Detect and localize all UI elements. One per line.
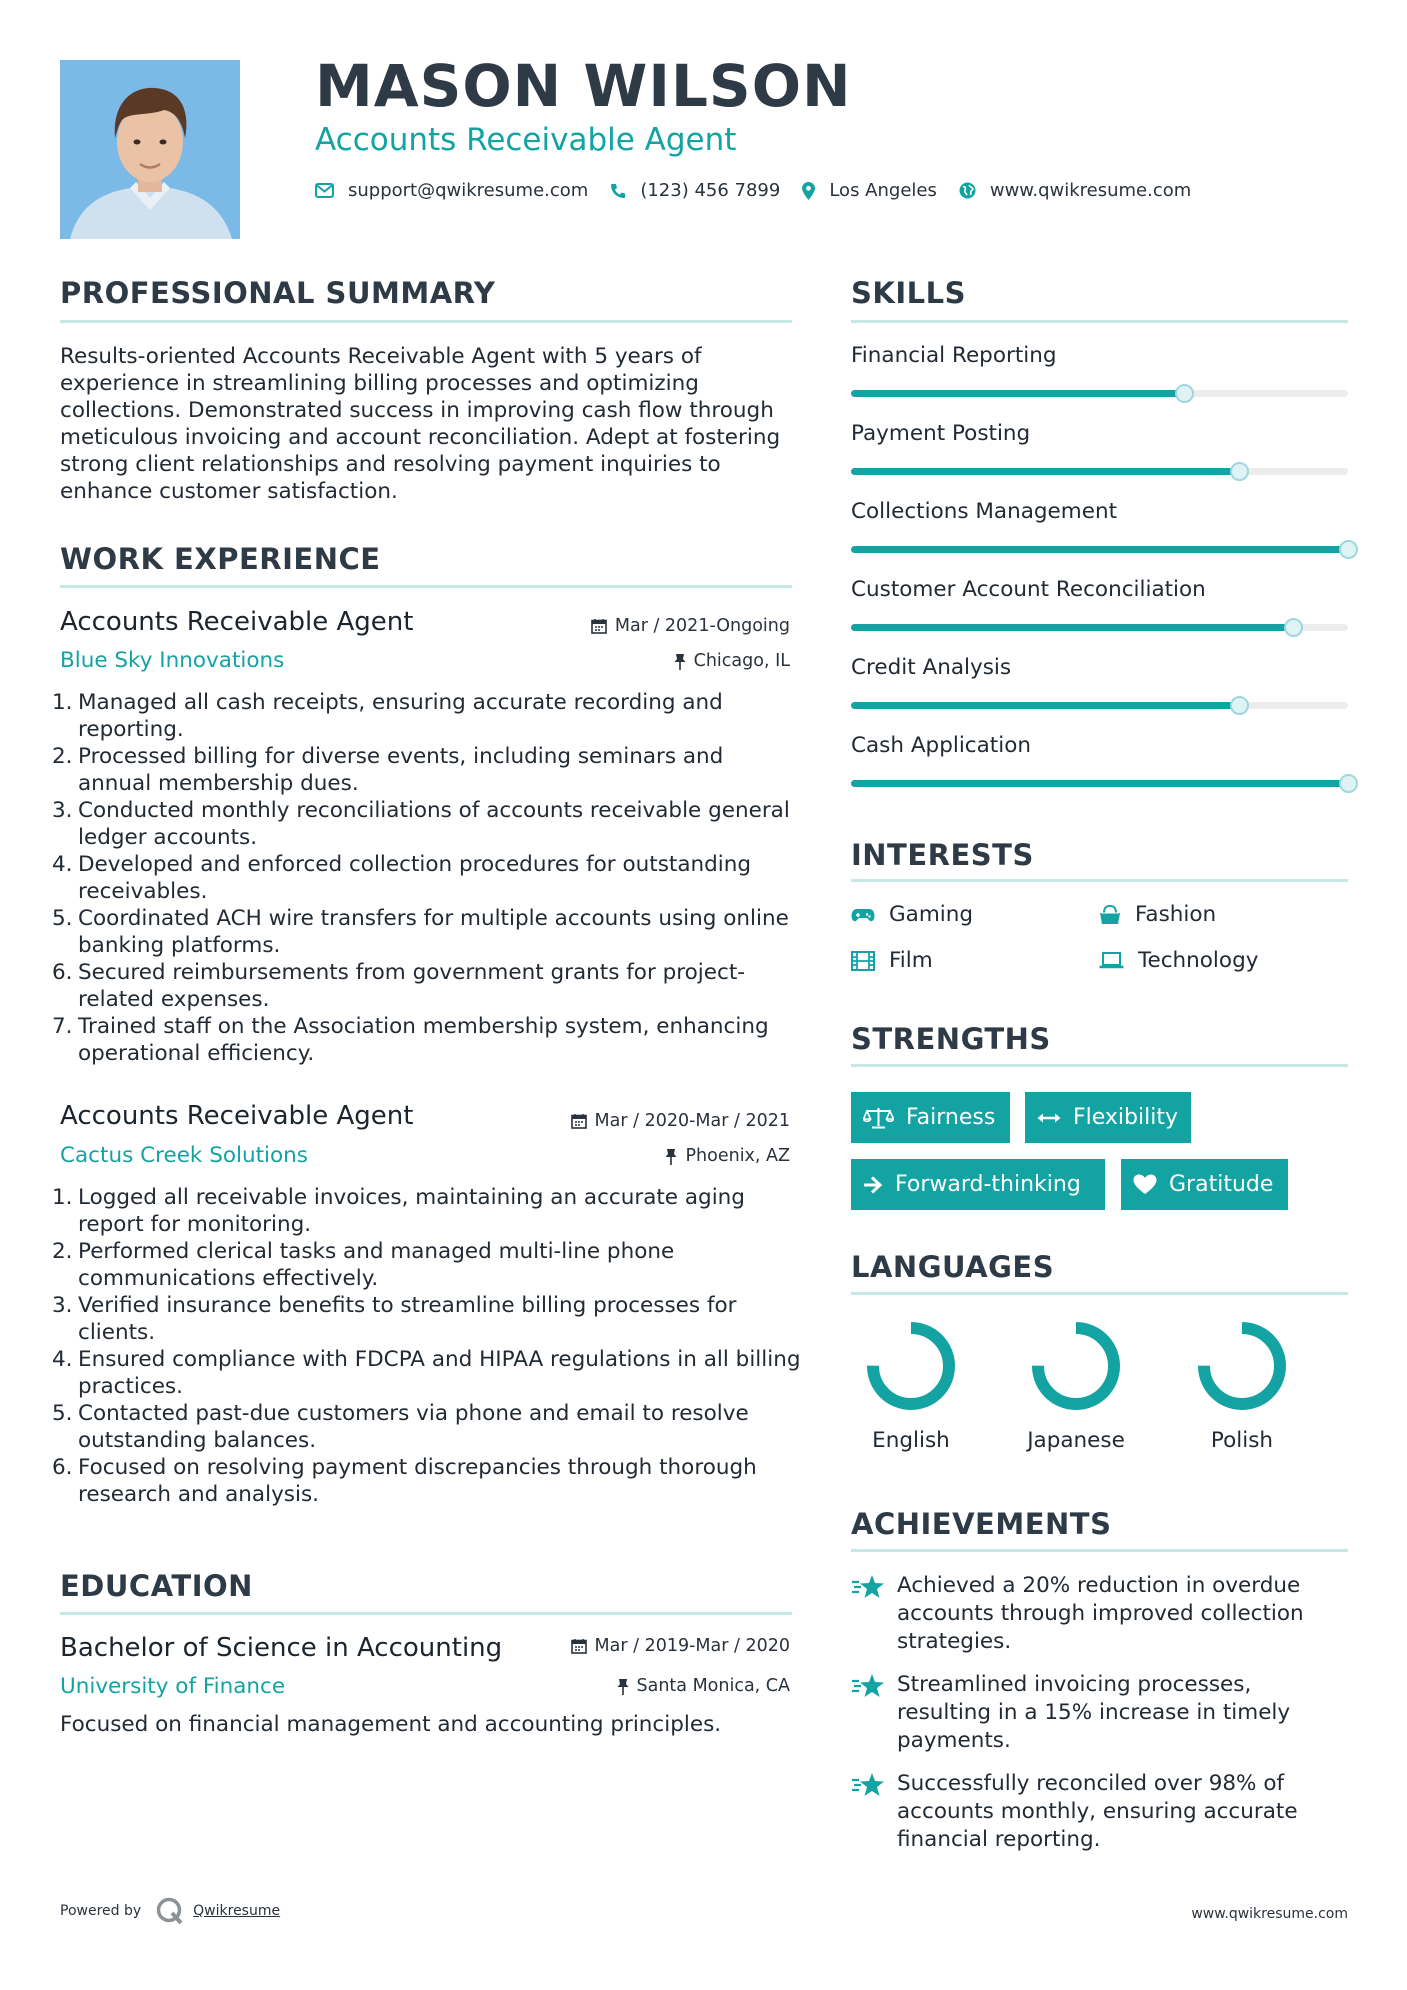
brand-link[interactable]: Qwikresume xyxy=(193,1903,281,1919)
bullet-text: Ensured compliance with FDCPA and HIPAA regulations in all billing practices. xyxy=(78,1347,801,1399)
skill-name: Financial Reporting xyxy=(851,343,1057,368)
interest-label: Fashion xyxy=(1135,902,1217,927)
education-divider xyxy=(60,1612,792,1615)
summary-text: Results-oriented Accounts Receivable Agent with 5 years of experience in streamlining billing processes and optimizing collections. Demonstrated success in improving cash flow through meticulous invoicing and account reconciliation. Adept at fostering strong client relationships and resolving payment inquiries to enhance customer satisfaction. xyxy=(60,344,781,504)
bullet-item xyxy=(52,1292,802,1346)
job-2-location xyxy=(665,1146,790,1166)
job-1-bullets xyxy=(52,689,802,1067)
interest-technology xyxy=(1099,948,1258,973)
phone-icon xyxy=(610,183,626,199)
education-heading: EDUCATION xyxy=(60,1569,253,1603)
job-1-location-text: Chicago, IL xyxy=(693,651,790,671)
strength-label: Fairness xyxy=(906,1105,996,1130)
strength-forward-thinking xyxy=(851,1159,1105,1210)
skill-bar-knob xyxy=(1284,618,1303,637)
job-1-company: Blue Sky Innovations xyxy=(60,648,285,673)
bullet-number: 3. xyxy=(52,1293,73,1318)
heart-icon xyxy=(1133,1174,1157,1195)
strength-flexibility xyxy=(1025,1092,1191,1143)
achievements-divider xyxy=(851,1549,1348,1552)
skill-bar xyxy=(851,702,1348,709)
pushpin-icon xyxy=(674,653,686,670)
bullet-text: Conducted monthly reconciliations of accounts receivable general ledger accounts. xyxy=(78,798,790,850)
strength-label: Flexibility xyxy=(1073,1105,1178,1130)
interest-label: Gaming xyxy=(889,902,974,927)
job-1-date-text: Mar / 2021-Ongoing xyxy=(614,616,790,636)
education-date xyxy=(571,1636,790,1656)
bullet-text: Trained staff on the Association membership system, enhancing operational efficiency. xyxy=(78,1014,769,1066)
bullet-number: 5. xyxy=(52,1401,73,1426)
globe-icon xyxy=(959,182,976,199)
interest-label: Technology xyxy=(1138,948,1259,973)
balance-scale-icon xyxy=(863,1107,894,1129)
school-name: University of Finance xyxy=(60,1674,286,1699)
language-item xyxy=(841,1318,981,1453)
achievement-item xyxy=(851,1572,1351,1656)
laptop-icon xyxy=(1099,952,1124,969)
job-2-date xyxy=(571,1111,790,1131)
skill-bar-knob xyxy=(1230,462,1249,481)
contact-email[interactable] xyxy=(315,180,588,201)
profile-photo xyxy=(60,60,240,239)
contact-phone[interactable] xyxy=(610,180,780,201)
achievement-text: Successfully reconciled over 98% of accounts monthly, ensuring accurate financial reporting. xyxy=(897,1771,1298,1852)
strength-fairness xyxy=(851,1092,1010,1143)
language-item xyxy=(1172,1318,1312,1453)
arrows-horizontal-icon xyxy=(1037,1112,1061,1124)
calendar-icon xyxy=(591,618,607,634)
interest-fashion xyxy=(1099,902,1216,927)
bullet-item xyxy=(52,1454,802,1508)
strength-label: Forward-thinking xyxy=(895,1172,1081,1197)
experience-heading: WORK EXPERIENCE xyxy=(60,542,381,576)
arrow-right-icon xyxy=(863,1176,883,1194)
education-location-text: Santa Monica, CA xyxy=(636,1676,790,1696)
skill-bar-fill xyxy=(851,780,1348,787)
footer-website[interactable]: www.qwikresume.com xyxy=(1191,1906,1348,1922)
skill-bar xyxy=(851,390,1348,397)
achievement-text: Streamlined invoicing processes, resulting in a 15% increase in timely payments. xyxy=(897,1672,1291,1753)
bullet-item xyxy=(52,797,802,851)
bullet-number: 3. xyxy=(52,798,73,823)
bullet-text: Contacted past-due customers via phone and email to resolve outstanding balances. xyxy=(78,1401,749,1453)
interest-film xyxy=(851,948,933,973)
bullet-text: Coordinated ACH wire transfers for multiple accounts using online banking platforms. xyxy=(78,906,789,958)
strengths-divider xyxy=(851,1064,1348,1067)
contact-website[interactable] xyxy=(959,180,1191,201)
skill-bar-knob xyxy=(1339,540,1358,559)
pushpin-icon xyxy=(617,1678,629,1695)
strength-gratitude xyxy=(1121,1159,1288,1210)
skill-bar-fill xyxy=(851,624,1293,631)
job-1-location xyxy=(674,651,790,671)
job-1-date xyxy=(591,616,790,636)
skill-bar-fill xyxy=(851,546,1348,553)
bullet-number: 7. xyxy=(52,1014,73,1039)
bullet-text: Processed billing for diverse events, including seminars and annual membership dues. xyxy=(78,744,724,796)
bullet-text: Managed all cash receipts, ensuring accurate recording and reporting. xyxy=(78,690,723,742)
bullet-number: 2. xyxy=(52,1239,73,1264)
language-ring xyxy=(1028,1318,1124,1414)
skill-bar-knob xyxy=(1230,696,1249,715)
education-location xyxy=(617,1676,791,1696)
job-1-title: Accounts Receivable Agent xyxy=(60,607,414,637)
bullet-item xyxy=(52,959,802,1013)
skills-divider xyxy=(851,320,1348,323)
contact-location xyxy=(802,180,937,201)
film-icon xyxy=(851,951,875,971)
language-label: Polish xyxy=(1210,1428,1274,1453)
interest-label: Film xyxy=(889,948,933,973)
language-label: Japanese xyxy=(1027,1428,1125,1453)
skill-bar-knob xyxy=(1175,384,1194,403)
languages-divider xyxy=(851,1292,1348,1295)
pushpin-icon xyxy=(665,1148,677,1165)
achievement-item xyxy=(851,1671,1351,1755)
strength-label: Gratitude xyxy=(1169,1172,1274,1197)
bullet-number: 1. xyxy=(52,690,73,715)
bullet-number: 5. xyxy=(52,906,73,931)
gamepad-icon xyxy=(851,907,875,923)
skill-name: Cash Application xyxy=(851,733,1031,758)
achievement-text: Achieved a 20% reduction in overdue accounts through improved collection strategies. xyxy=(897,1573,1304,1654)
skill-bar xyxy=(851,780,1348,787)
skill-name: Customer Account Reconciliation xyxy=(851,577,1206,602)
bullet-number: 4. xyxy=(52,852,73,877)
bullet-text: Focused on resolving payment discrepancies through thorough research and analysis. xyxy=(78,1455,757,1507)
bullet-number: 6. xyxy=(52,960,73,985)
job-2-date-text: Mar / 2020-Mar / 2021 xyxy=(594,1111,790,1131)
bullet-item xyxy=(52,1400,802,1454)
skills-heading: SKILLS xyxy=(851,276,966,310)
star-icon xyxy=(851,1772,885,1798)
website-text: www.qwikresume.com xyxy=(989,180,1192,201)
skill-name: Payment Posting xyxy=(851,421,1031,446)
skill-bar xyxy=(851,624,1348,631)
contact-bar xyxy=(315,180,1213,201)
qwikresume-logo-icon xyxy=(155,1896,185,1926)
candidate-title: Accounts Receivable Agent xyxy=(315,122,737,158)
skill-name: Collections Management xyxy=(851,499,1118,524)
education-description: Focused on financial management and accounting principles. xyxy=(60,1712,722,1737)
email-text: support@qwikresume.com xyxy=(348,180,589,201)
bullet-text: Logged all receivable invoices, maintaining an accurate aging report for monitoring. xyxy=(78,1185,745,1237)
bullet-text: Secured reimbursements from government grants for project-related expenses. xyxy=(78,960,746,1012)
bullet-number: 4. xyxy=(52,1347,73,1372)
language-ring xyxy=(1194,1318,1290,1414)
envelope-icon xyxy=(315,183,334,198)
bullet-text: Verified insurance benefits to streamline billing processes for clients. xyxy=(78,1293,737,1345)
summary-divider xyxy=(60,320,792,323)
bullet-item xyxy=(52,851,802,905)
star-icon xyxy=(851,1673,885,1699)
strengths-heading: STRENGTHS xyxy=(851,1022,1051,1056)
job-2-location-text: Phoenix, AZ xyxy=(685,1146,790,1166)
job-2-company: Cactus Creek Solutions xyxy=(60,1143,309,1168)
bullet-item xyxy=(52,905,802,959)
summary-heading: PROFESSIONAL SUMMARY xyxy=(60,276,496,310)
education-date-text: Mar / 2019-Mar / 2020 xyxy=(594,1636,790,1656)
bullet-number: 2. xyxy=(52,744,73,769)
star-icon xyxy=(851,1574,885,1600)
skill-bar-fill xyxy=(851,702,1239,709)
bullet-text: Developed and enforced collection procedures for outstanding receivables. xyxy=(78,852,752,904)
language-label: English xyxy=(872,1428,950,1453)
bullet-text: Performed clerical tasks and managed multi-line phone communications effectively. xyxy=(78,1239,675,1291)
calendar-icon xyxy=(571,1113,587,1129)
achievements-heading: ACHIEVEMENTS xyxy=(851,1507,1112,1541)
job-2-bullets xyxy=(52,1184,802,1508)
bullet-number: 6. xyxy=(52,1455,73,1480)
achievement-item xyxy=(851,1770,1351,1854)
footer-powered-by xyxy=(60,1896,280,1926)
location-text: Los Angeles xyxy=(829,180,937,201)
interests-heading: INTERESTS xyxy=(851,838,1034,872)
bullet-item xyxy=(52,689,802,743)
job-2-title: Accounts Receivable Agent xyxy=(60,1101,414,1131)
skill-bar xyxy=(851,546,1348,553)
skill-bar-fill xyxy=(851,390,1184,397)
bullet-item xyxy=(52,743,802,797)
skill-bar-fill xyxy=(851,468,1239,475)
bullet-number: 1. xyxy=(52,1185,73,1210)
languages-heading: LANGUAGES xyxy=(851,1250,1055,1284)
experience-divider xyxy=(60,585,792,588)
shopping-bag-icon xyxy=(1099,905,1121,925)
calendar-icon xyxy=(571,1638,587,1654)
language-item xyxy=(1006,1318,1146,1453)
skill-name: Credit Analysis xyxy=(851,655,1012,680)
bullet-item xyxy=(52,1184,802,1238)
interests-divider xyxy=(851,879,1348,882)
degree-title: Bachelor of Science in Accounting xyxy=(60,1633,503,1663)
map-marker-icon xyxy=(802,182,815,200)
bullet-item xyxy=(52,1238,802,1292)
phone-text: (123) 456 7899 xyxy=(640,180,781,201)
bullet-item xyxy=(52,1013,802,1067)
language-ring xyxy=(863,1318,959,1414)
powered-by-text: Powered by xyxy=(60,1903,142,1919)
skill-bar-knob xyxy=(1339,774,1358,793)
skill-bar xyxy=(851,468,1348,475)
interest-gaming xyxy=(851,902,973,927)
candidate-name: MASON WILSON xyxy=(315,52,852,120)
bullet-item xyxy=(52,1346,802,1400)
